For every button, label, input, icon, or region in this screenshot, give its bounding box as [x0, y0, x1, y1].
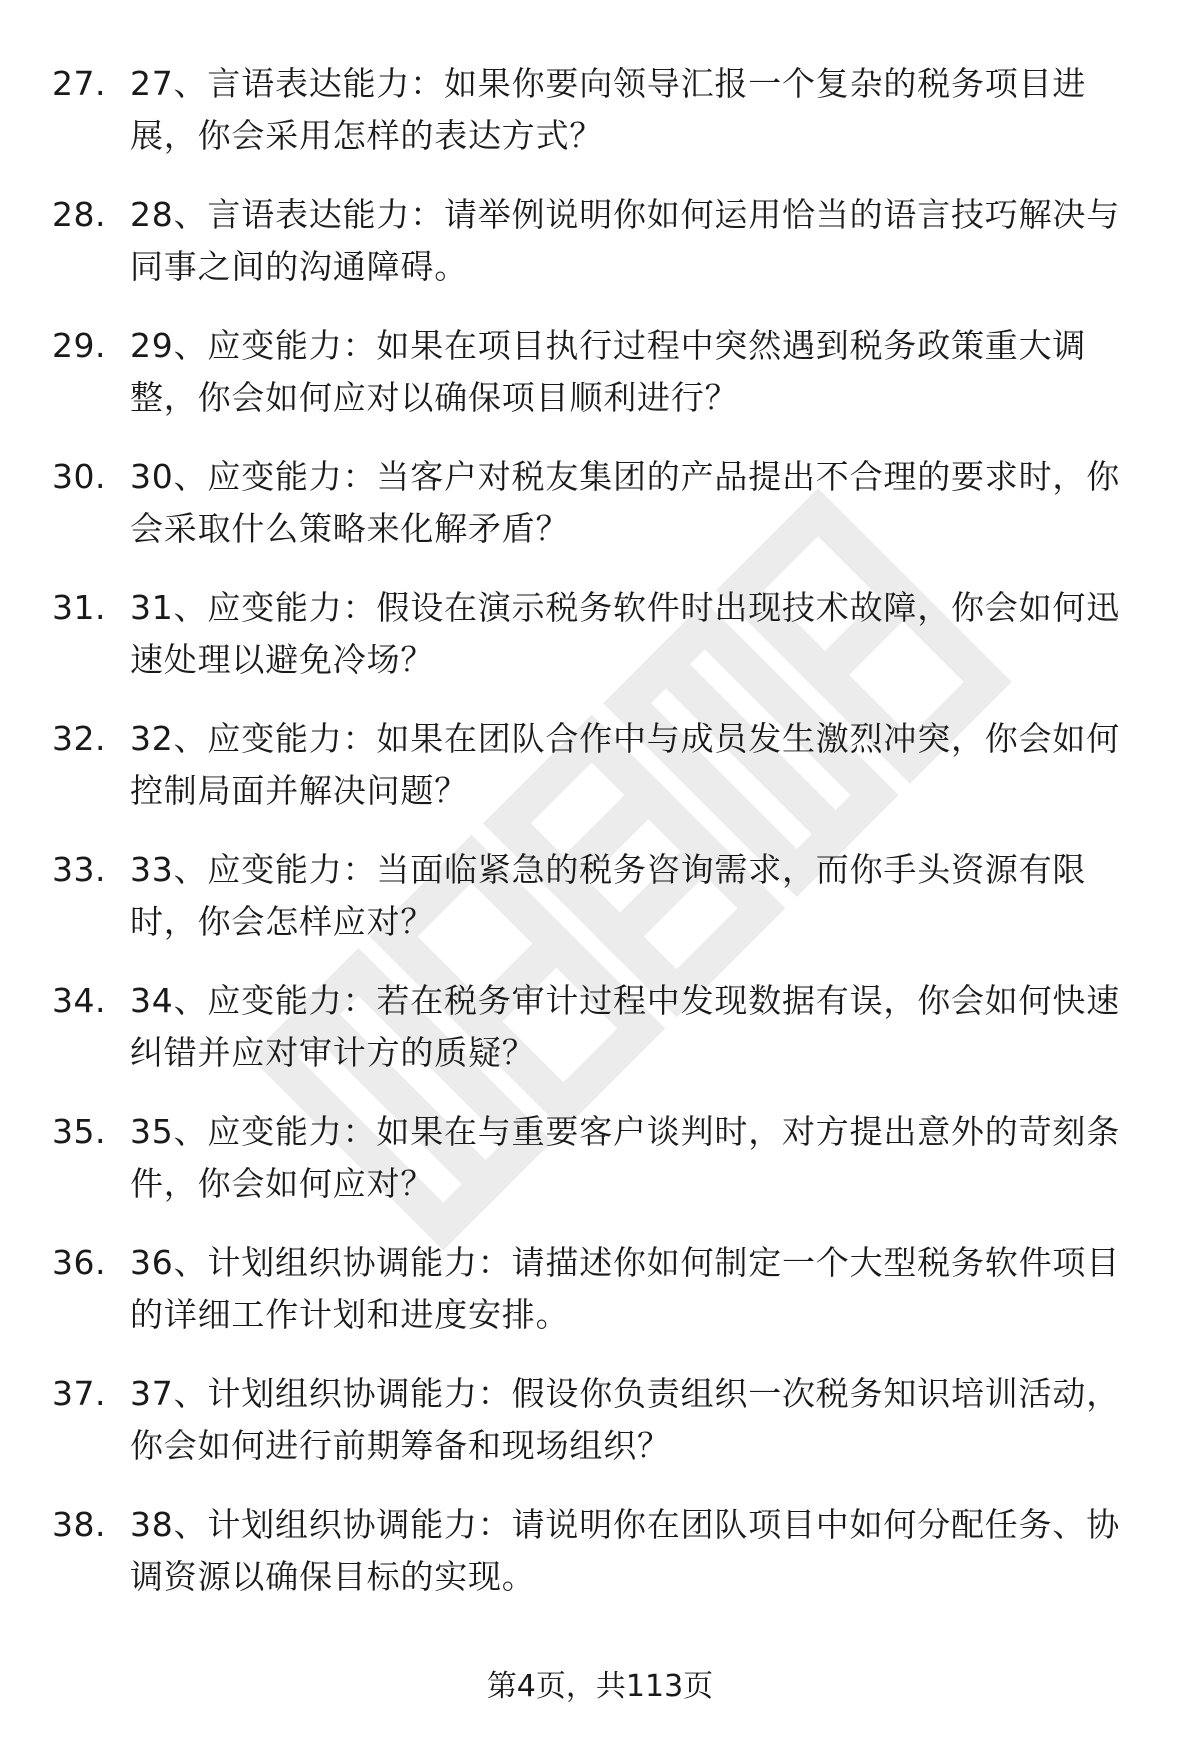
question-item — [0, 58, 1200, 189]
question-number: 38. — [52, 1505, 106, 1544]
page-footer: 第4页，共113页 — [486, 1669, 714, 1704]
question-item — [0, 1106, 1200, 1237]
question-text: 27、言语表达能力：如果你要向领导汇报一个复杂的税务项目进展，你会采用怎样的表达方式？ — [130, 64, 1087, 155]
question-text: 35、应变能力：如果在与重要客户谈判时，对方提出意外的苛刻条件，你会如何应对？ — [130, 1112, 1120, 1203]
question-item — [0, 189, 1200, 320]
question-item — [0, 713, 1200, 844]
question-item — [0, 1499, 1200, 1630]
question-number: 34. — [52, 981, 106, 1020]
question-number: 35. — [52, 1112, 106, 1151]
question-number: 33. — [52, 850, 106, 889]
question-number: 29. — [52, 326, 106, 365]
question-text: 36、计划组织协调能力：请描述你如何制定一个大型税务软件项目的详细工作计划和进度安排。 — [130, 1243, 1120, 1334]
question-text: 31、应变能力：假设在演示税务软件时出现技术故障，你会如何迅速处理以避免冷场？ — [130, 588, 1120, 679]
question-text: 33、应变能力：当面临紧急的税务咨询需求，而你手头资源有限时，你会怎样应对？ — [130, 850, 1087, 941]
question-item — [0, 844, 1200, 975]
question-number: 31. — [52, 588, 106, 627]
question-item — [0, 582, 1200, 713]
question-text: 37、计划组织协调能力：假设你负责组织一次税务知识培训活动，你会如何进行前期筹备和现场组织？ — [130, 1374, 1120, 1465]
question-text: 28、言语表达能力：请举例说明你如何运用恰当的语言技巧解决与同事之间的沟通障碍。 — [130, 195, 1120, 286]
question-number: 30. — [52, 457, 106, 496]
question-text: 30、应变能力：当客户对税友集团的产品提出不合理的要求时，你会采取什么策略来化解矛盾？ — [130, 457, 1120, 548]
question-text: 38、计划组织协调能力：请说明你在团队项目中如何分配任务、协调资源以确保目标的实现。 — [130, 1505, 1120, 1596]
question-number: 37. — [52, 1374, 106, 1413]
question-number: 27. — [52, 64, 106, 103]
question-item — [0, 1237, 1200, 1368]
question-list — [0, 58, 1200, 1630]
question-text: 34、应变能力：若在税务审计过程中发现数据有误，你会如何快速纠错并应对审计方的质疑？ — [130, 981, 1120, 1072]
question-text: 29、应变能力：如果在项目执行过程中突然遇到税务政策重大调整，你会如何应对以确保项目顺利进行？ — [130, 326, 1087, 417]
question-number: 36. — [52, 1243, 106, 1282]
question-item — [0, 975, 1200, 1106]
question-text: 32、应变能力：如果在团队合作中与成员发生激烈冲突，你会如何控制局面并解决问题？ — [130, 719, 1120, 810]
question-item — [0, 320, 1200, 451]
question-item — [0, 1368, 1200, 1499]
question-number: 28. — [52, 195, 106, 234]
question-item — [0, 451, 1200, 582]
question-number: 32. — [52, 719, 106, 758]
